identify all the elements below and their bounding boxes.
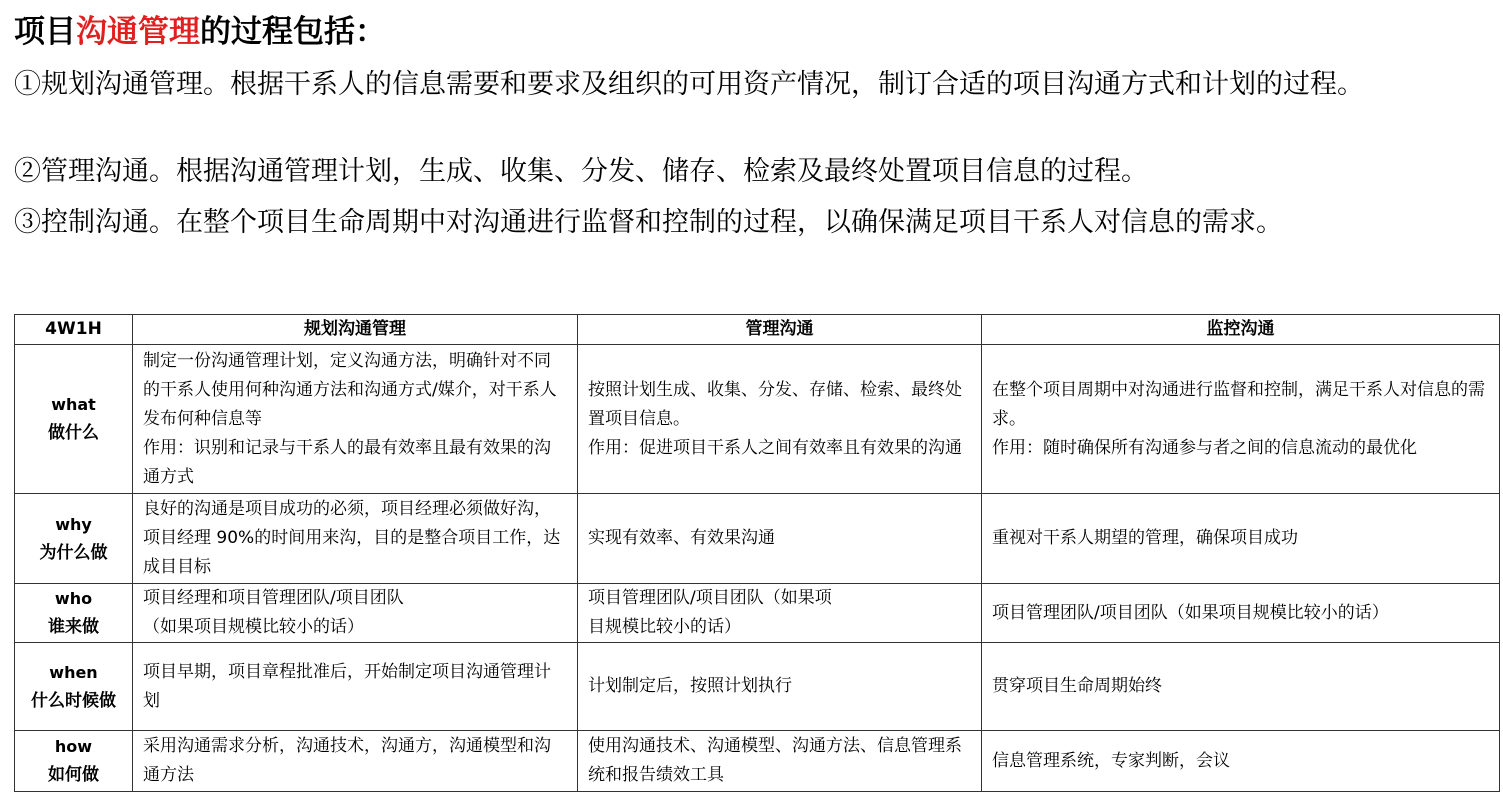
title-suffix: 的过程包括：: [200, 14, 386, 50]
cell-text: 作用：识别和记录与干系人的最有效率且最有效果的沟通方式: [143, 437, 551, 487]
table-cell: [133, 584, 578, 643]
table-row: [15, 584, 1500, 643]
cell-text: 重视对干系人期望的管理，确保项目成功: [992, 528, 1298, 548]
table-cell: [982, 643, 1500, 731]
row-head-zh: 做什么: [48, 423, 99, 443]
cell-text: 作用：促进项目干系人之间有效率且有效果的沟通: [588, 437, 962, 458]
header-plan-communication: 规划沟通管理: [133, 315, 578, 345]
cell-text: 项目管理团队/项目团队（如果项: [588, 588, 832, 608]
table-cell: [578, 494, 982, 584]
table-header-row: [15, 315, 1500, 345]
cell-text: 计划制定后，按照计划执行: [588, 676, 792, 696]
table-cell: [133, 345, 578, 494]
title-highlight: 沟通管理: [76, 14, 200, 50]
cell-text: 在整个项目周期中对沟通进行监督和控制，满足干系人对信息的需求。: [992, 379, 1485, 429]
cell-text: 目规模比较小的话）: [588, 617, 741, 637]
row-head-en: why: [55, 514, 92, 534]
row-head-how: [15, 731, 133, 792]
title-prefix: 项目: [14, 14, 76, 50]
row-head-en: who: [54, 589, 93, 608]
table-cell: [578, 345, 982, 494]
row-head-en: what: [51, 395, 96, 414]
row-head-zh: 什么时候做: [31, 690, 116, 711]
cell-text: 贯穿项目生命周期始终: [992, 676, 1162, 696]
cell-text: 采用沟通需求分析，沟通技术，沟通方，沟通模型和沟通方法: [143, 736, 551, 785]
table-cell: [133, 494, 578, 584]
cell-text: 良好的沟通是项目成功的必须，项目经理必须做好沟，项目经理 90%的时间用来沟，目的是整合项目工作，达成目目标: [143, 499, 561, 577]
cell-text: 实现有效率、有效果沟通: [588, 528, 775, 548]
cell-text: 使用沟通技术、沟通模型、沟通方法、信息管理系统和报告绩效工具: [588, 736, 962, 785]
cell-text: 信息管理系统，专家判断，会议: [992, 750, 1230, 771]
process-plan-paragraph: ①规划沟通管理。根据干系人的信息需要和要求及组织的可用资产情况，制订合适的项目沟通方式和计划的过程。: [14, 69, 1364, 100]
cell-text: （如果项目规模比较小的话）: [143, 617, 364, 637]
row-head-why: [15, 494, 133, 584]
table-cell: [982, 345, 1500, 494]
cell-text: 按照计划生成、收集、分发、存储、检索、最终处置项目信息。: [588, 379, 962, 429]
table-cell: [578, 643, 982, 731]
table-row: [15, 731, 1500, 792]
process-manage-paragraph: ②管理沟通。根据沟通管理计划，生成、收集、分发、储存、检索及最终处置项目信息的过程。: [14, 156, 1148, 187]
row-head-what: [15, 345, 133, 494]
header-4w1h: 4W1H: [15, 315, 133, 345]
table-row: [15, 494, 1500, 584]
row-head-en: how: [54, 737, 93, 756]
process-control-paragraph: ③控制沟通。在整个项目生命周期中对沟通进行监督和控制的过程，以确保满足项目干系人对信息的需求。: [14, 207, 1283, 238]
4w1h-table: [14, 314, 1500, 792]
table-cell: [133, 643, 578, 731]
row-head-en: when: [49, 662, 98, 682]
page-title: [14, 10, 386, 54]
header-monitor-communication: 监控沟通: [982, 315, 1500, 345]
table-cell: [982, 731, 1500, 792]
cell-text: 项目早期，项目章程批准后，开始制定项目沟通管理计划: [143, 661, 551, 711]
table-cell: [578, 731, 982, 792]
row-head-zh: 如何做: [48, 765, 99, 785]
cell-text: 项目经理和项目管理团队/项目团队: [143, 588, 404, 608]
table-cell: [982, 494, 1500, 584]
table-row: [15, 643, 1500, 731]
header-manage-communication: 管理沟通: [578, 315, 982, 345]
row-head-zh: 为什么做: [39, 542, 108, 563]
row-head-who: [15, 584, 133, 643]
cell-text: 制定一份沟通管理计划，定义沟通方法，明确针对不同的干系人使用何种沟通方法和沟通方式/媒介，对干系人发布何种信息等: [143, 350, 557, 429]
cell-text: 作用：随时确保所有沟通参与者之间的信息流动的最优化: [992, 437, 1417, 458]
table-row: [15, 345, 1500, 494]
table-cell: [133, 731, 578, 792]
cell-text: 项目管理团队/项目团队（如果项目规模比较小的话）: [992, 602, 1389, 623]
row-head-when: [15, 643, 133, 731]
row-head-zh: 谁来做: [48, 617, 99, 637]
table-cell: [578, 584, 982, 643]
table-cell: [982, 584, 1500, 643]
